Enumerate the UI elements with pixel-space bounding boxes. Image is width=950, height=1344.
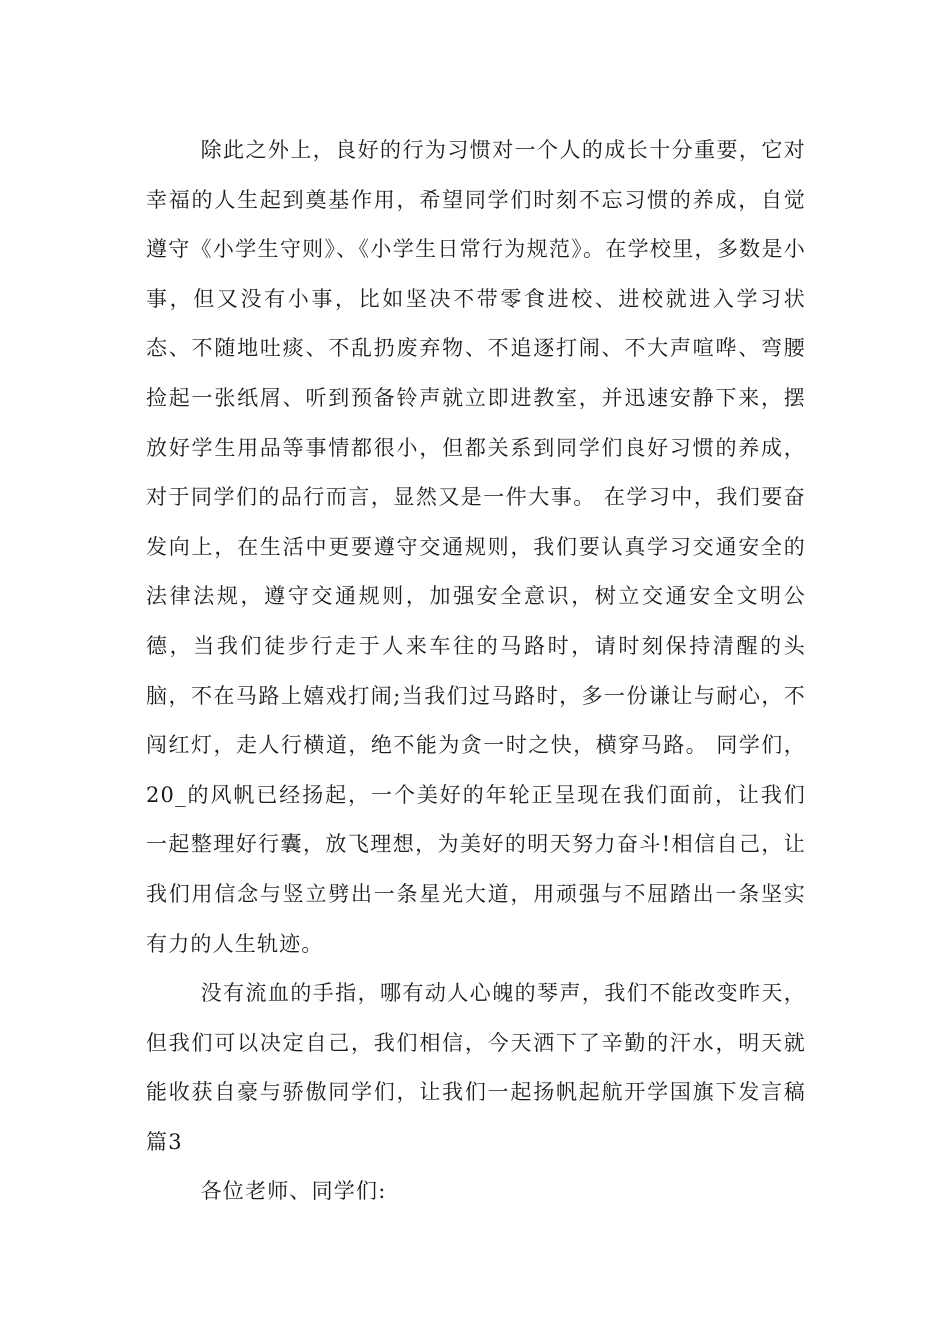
document-body xyxy=(146,126,806,1217)
paragraph-habits-and-safety: 除此之外上，良好的行为习惯对一个人的成长十分重要，它对幸福的人生起到奠基作用，希望同学们时刻不忘习惯的养成，自觉遵守《小学生守则》、《小学生日常行为规范》。在学校里，多数是小事，但又没有小事，比如坚决不带零食进校、进校就进入学习状态、不随地吐痰、不乱扔废弃物、不追逐打闹、不大声喧哗、弯腰捡起一张纸屑、听到预备铃声就立即进教室，并迅速安静下来，摆放好学生用品等事情都很小，但都关系到同学们良好习惯的养成，对于同学们的品行而言，显然又是一件大事。 在学习中，我们要奋发向上，在生活中更要遵守交通规则，我们要认真学习交通安全的法律法规，遵守交通规则，加强安全意识，树立交通安全文明公德，当我们徒步行走于人来车往的马路时，请时刻保持清醒的头脑，不在马路上嬉戏打闹;当我们过马路时，多一份谦让与耐心，不闯红灯，走人行横道，绝不能为贪一时之快，横穿马路。 同学们，20_的风帆已经扬起，一个美好的年轮正呈现在我们面前，让我们一起整理好行囊，放飞理想，为美好的明天努力奋斗!相信自己，让我们用信念与竖立劈出一条星光大道，用顽强与不屈踏出一条坚实有力的人生轨迹。 xyxy=(146,138,806,956)
paragraph-salutation: 各位老师、同学们: xyxy=(200,1179,387,1204)
paragraph-set-sail: 没有流血的手指，哪有动人心魄的琴声，我们不能改变昨天，但我们可以决定自己，我们相信，今天洒下了辛勤的汗水，明天就能收获自豪与骄傲同学们，让我们一起扬帆起航开学国旗下发言稿篇3 xyxy=(146,981,806,1154)
